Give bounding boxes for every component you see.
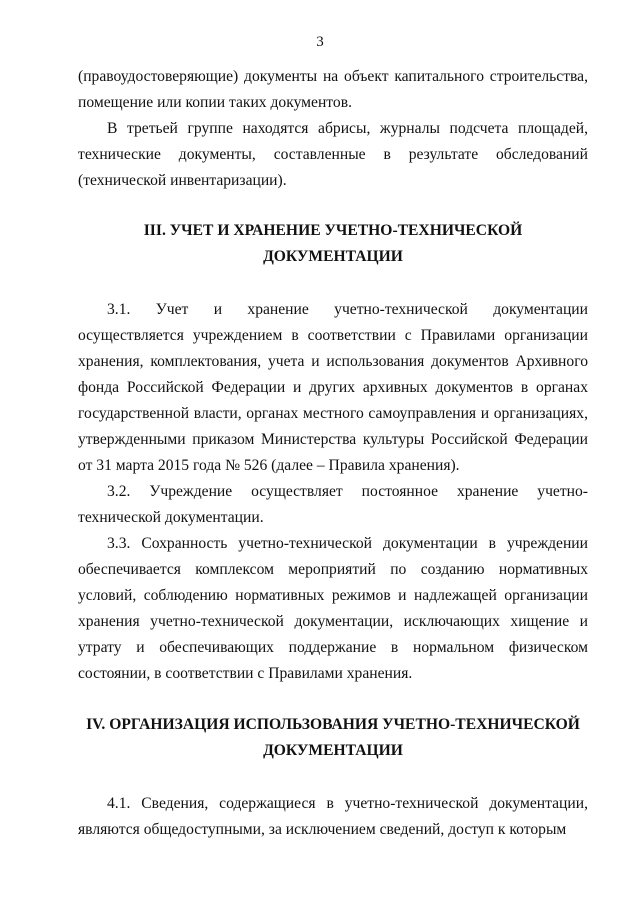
intro-paragraph-2: В третьей группе находятся абрисы, журналы подсчета площадей, технические документы, составленные в результате обследований (технической инвентаризации).	[78, 120, 588, 189]
section-4-body	[78, 791, 588, 843]
paragraph-3-2: 3.2. Учреждение осуществляет постоянное хранение учетно-технической документации.	[78, 483, 588, 526]
section-4-heading	[78, 712, 588, 764]
paragraph-3-1: 3.1. Учет и хранение учетно-технической документации осуществляется учреждением в соответствии с Правилами организации хранения, комплектования, учета и использования документов Архивного фонда Российской Федерации и других архивных документов в органах государственной власти, органах местного самоуправления и организациях, утвержденными приказом Министерства культуры Российской Федерации от 31 марта 2015 года № 526 (далее – Правила хранения).	[78, 301, 588, 474]
section-3-heading-line-1: III. УЧЕТ И ХРАНЕНИЕ УЧЕТНО-ТЕХНИЧЕСКОЙ	[143, 222, 523, 239]
paragraph-4-1: 4.1. Сведения, содержащиеся в учетно-технической документации, являются общедоступными, за исключением сведений, доступ к которым	[78, 795, 588, 838]
section-4-heading-line-1: IV. ОРГАНИЗАЦИЯ ИСПОЛЬЗОВАНИЯ УЧЕТНО-ТЕХНИЧЕСКОЙ	[86, 716, 580, 733]
intro-paragraph-1: (правоудостоверяющие) документы на объект капитального строительства, помещение или копии таких документов.	[78, 68, 588, 111]
page-number: 3	[316, 34, 324, 50]
section-3-heading-line-2: ДОКУМЕНТАЦИИ	[263, 248, 403, 265]
intro-block	[78, 64, 588, 194]
section-3-heading	[78, 218, 588, 270]
section-3-body	[78, 297, 588, 687]
paragraph-3-3: 3.3. Сохранность учетно-технической документации в учреждении обеспечивается комплексом мероприятий по созданию нормативных условий, соблюдению нормативных режимов и надлежащей организации хранения учетно-технической документации, исключающих хищение и утрату и обеспечивающих поддержание в нормальном физическом состоянии, в соответствии с Правилами хранения.	[78, 535, 588, 682]
section-4-heading-line-2: ДОКУМЕНТАЦИИ	[263, 742, 403, 759]
